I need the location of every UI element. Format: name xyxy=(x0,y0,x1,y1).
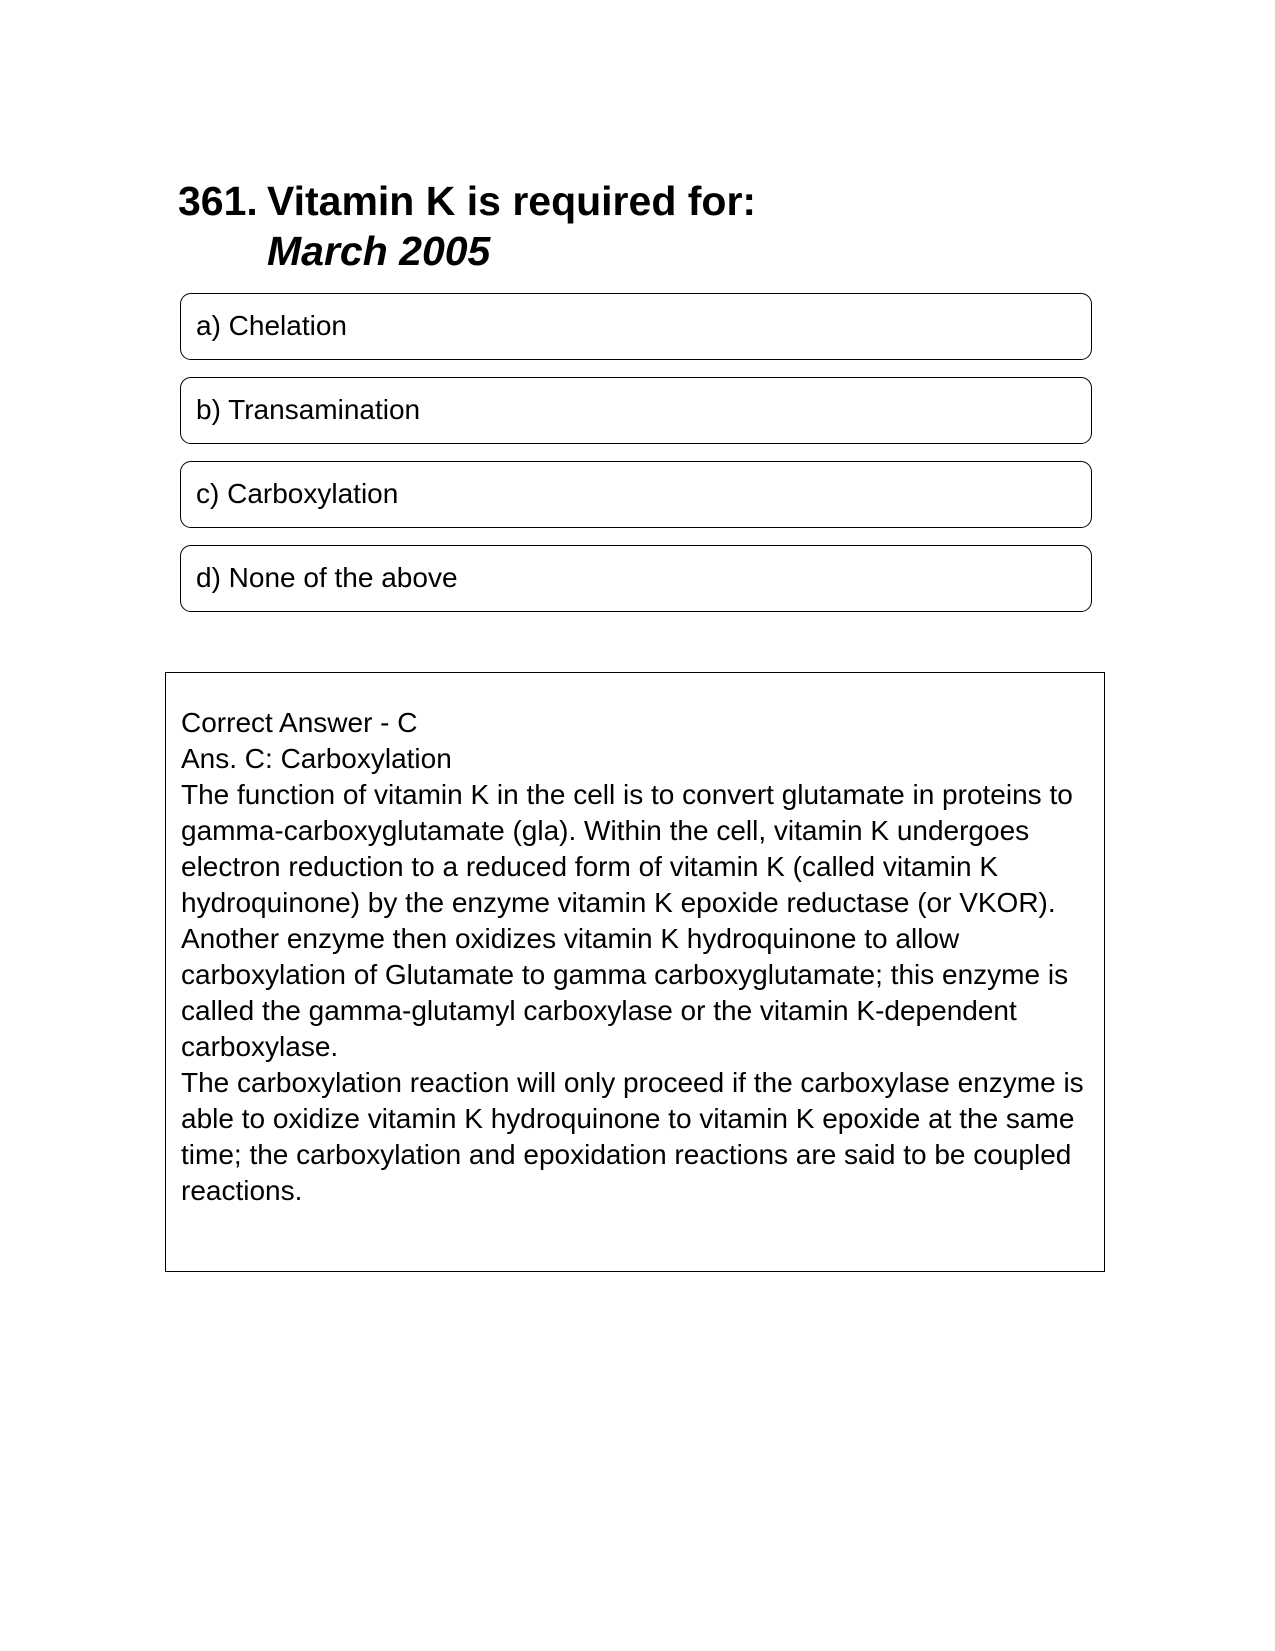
option-b[interactable]: b) Transamination xyxy=(180,377,1092,444)
correct-answer: Correct Answer - C xyxy=(181,707,418,738)
option-a[interactable]: a) Chelation xyxy=(180,293,1092,360)
explanation-paragraph-1: The function of vitamin K in the cell is to convert glutamate in proteins to gamma-carboxyglutamate (gla). Within the cell, vitamin K undergoes electron reduction to a reduced form of vitamin K (called vitamin K hydroquinone) by the enzyme vitamin K epoxide reductase (or VKOR). xyxy=(181,779,1073,918)
explanation-paragraph-2: Another enzyme then oxidizes vitamin K hydroquinone to allow carboxylation of Glutamate to gamma carboxyglutamate; this enzyme is called the gamma-glutamyl carboxylase or the vitamin K-dependent carboxylase. xyxy=(181,923,1069,1062)
options-list xyxy=(180,293,1092,629)
option-c[interactable]: c) Carboxylation xyxy=(180,461,1092,528)
explanation-paragraph-3: The carboxylation reaction will only proceed if the carboxylase enzyme is able to oxidize vitamin K hydroquinone to vitamin K epoxide at the same time; the carboxylation and epoxidation reactions are said to be coupled reactions. xyxy=(181,1067,1084,1206)
option-d[interactable]: d) None of the above xyxy=(180,545,1092,612)
answer-explanation-box xyxy=(165,672,1105,1272)
answer-summary: Ans. C: Carboxylation xyxy=(181,743,452,774)
question-date: March 2005 xyxy=(267,228,491,274)
question-number: 361. xyxy=(178,178,258,224)
question-text: Vitamin K is required for: xyxy=(267,178,757,224)
